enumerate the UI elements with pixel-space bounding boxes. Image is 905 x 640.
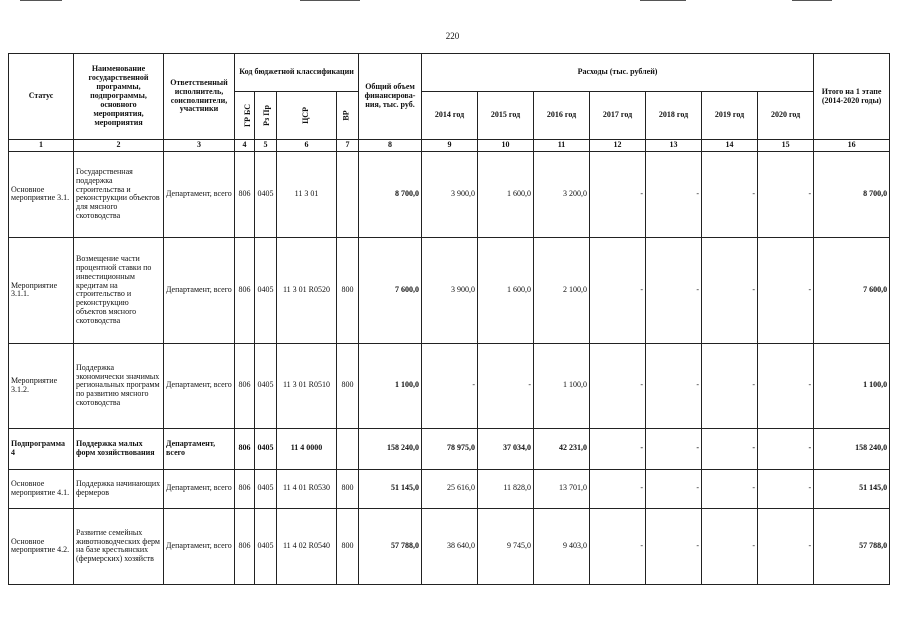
row-2017: - [590, 428, 646, 469]
header-year: 2019 год [702, 92, 758, 140]
row-responsible: Департамент, всего [164, 469, 235, 508]
header-year: 2020 год [758, 92, 814, 140]
row-responsible: Департамент, всего [164, 237, 235, 343]
scan-edge-mark [300, 0, 360, 1]
row-2016: 42 231,0 [534, 428, 590, 469]
row-total: 158 240,0 [359, 428, 422, 469]
row-2017: - [590, 343, 646, 428]
row-total: 57 788,0 [359, 508, 422, 584]
row-responsible: Департамент, всего [164, 508, 235, 584]
header-year: 2016 год [534, 92, 590, 140]
column-number: 2 [74, 140, 164, 152]
header-year: 2017 год [590, 92, 646, 140]
row-2019: - [702, 237, 758, 343]
table-row [9, 508, 890, 584]
row-2016: 9 403,0 [534, 508, 590, 584]
row-rzpr: 0405 [255, 343, 277, 428]
row-2015: 11 828,0 [478, 469, 534, 508]
row-vr [337, 428, 359, 469]
column-number: 9 [422, 140, 478, 152]
row-2016: 13 701,0 [534, 469, 590, 508]
row-2020: - [758, 508, 814, 584]
row-2019: - [702, 428, 758, 469]
row-2020: - [758, 428, 814, 469]
row-2019: - [702, 343, 758, 428]
row-total: 1 100,0 [359, 343, 422, 428]
row-2018: - [646, 428, 702, 469]
row-grbs: 806 [235, 428, 255, 469]
header-stage-total: Итого на 1 этапе (2014-2020 годы) [814, 54, 890, 140]
header-budget-code: Код бюджетной классификации [235, 54, 359, 92]
row-2014: 3 900,0 [422, 151, 478, 237]
row-2014: - [422, 343, 478, 428]
header-responsible: Ответственный исполнитель, соисполнители, участники [164, 54, 235, 140]
row-grbs: 806 [235, 508, 255, 584]
row-vr: 800 [337, 343, 359, 428]
header-status: Статус [9, 54, 74, 140]
row-name: Возмещение части процентной ставки по инвестиционным кредитам на строительство и реконструкцию объектов мясного скотоводства [74, 237, 164, 343]
row-2015: 37 034,0 [478, 428, 534, 469]
row-2020: - [758, 237, 814, 343]
row-total: 7 600,0 [359, 237, 422, 343]
table-row [9, 343, 890, 428]
row-responsible: Департамент, всего [164, 428, 235, 469]
row-2020: - [758, 151, 814, 237]
column-number: 10 [478, 140, 534, 152]
row-vr [337, 151, 359, 237]
column-number: 12 [590, 140, 646, 152]
row-responsible: Департамент, всего [164, 151, 235, 237]
scan-edge-mark [20, 0, 62, 1]
row-2018: - [646, 508, 702, 584]
column-number: 5 [255, 140, 277, 152]
table-row [9, 237, 890, 343]
column-number: 13 [646, 140, 702, 152]
row-stage-total: 158 240,0 [814, 428, 890, 469]
row-rzpr: 0405 [255, 428, 277, 469]
row-csr: 11 4 02 R0540 [277, 508, 337, 584]
column-number: 11 [534, 140, 590, 152]
scan-edge-mark [640, 0, 686, 1]
column-number: 8 [359, 140, 422, 152]
column-number: 1 [9, 140, 74, 152]
row-name: Развитие семейных животноводческих ферм на базе крестьянских (фермерских) хозяйств [74, 508, 164, 584]
column-number: 14 [702, 140, 758, 152]
row-name: Поддержка экономически значимых региональных программ по развитию мясного скотоводства [74, 343, 164, 428]
row-stage-total: 51 145,0 [814, 469, 890, 508]
row-2017: - [590, 151, 646, 237]
row-2015: 9 745,0 [478, 508, 534, 584]
row-2019: - [702, 151, 758, 237]
row-responsible: Департамент, всего [164, 343, 235, 428]
row-vr: 800 [337, 237, 359, 343]
row-vr: 800 [337, 469, 359, 508]
header-expenses: Расходы (тыс. рублей) [422, 54, 814, 92]
row-2015: 1 600,0 [478, 237, 534, 343]
row-stage-total: 1 100,0 [814, 343, 890, 428]
table-row [9, 469, 890, 508]
row-2017: - [590, 469, 646, 508]
header-year: 2015 год [478, 92, 534, 140]
header-vr: ВР [337, 92, 359, 140]
row-2016: 2 100,0 [534, 237, 590, 343]
row-2015: - [478, 343, 534, 428]
table-row [9, 151, 890, 237]
row-2014: 3 900,0 [422, 237, 478, 343]
row-status: Основное мероприятие 4.2. [9, 508, 74, 584]
row-2014: 38 640,0 [422, 508, 478, 584]
row-status: Основное мероприятие 3.1. [9, 151, 74, 237]
row-csr: 11 4 0000 [277, 428, 337, 469]
row-2017: - [590, 237, 646, 343]
row-2016: 1 100,0 [534, 343, 590, 428]
column-number: 15 [758, 140, 814, 152]
header-year: 2018 год [646, 92, 702, 140]
row-stage-total: 8 700,0 [814, 151, 890, 237]
row-2018: - [646, 343, 702, 428]
row-rzpr: 0405 [255, 237, 277, 343]
row-2019: - [702, 469, 758, 508]
row-2018: - [646, 469, 702, 508]
row-2016: 3 200,0 [534, 151, 590, 237]
row-grbs: 806 [235, 237, 255, 343]
row-2014: 78 975,0 [422, 428, 478, 469]
row-name: Поддержка малых форм хозяйствования [74, 428, 164, 469]
row-name: Поддержка начинающих фермеров [74, 469, 164, 508]
column-number: 4 [235, 140, 255, 152]
row-rzpr: 0405 [255, 151, 277, 237]
row-2020: - [758, 343, 814, 428]
row-2015: 1 600,0 [478, 151, 534, 237]
row-2017: - [590, 508, 646, 584]
row-csr: 11 4 01 R0530 [277, 469, 337, 508]
column-number: 6 [277, 140, 337, 152]
column-number: 3 [164, 140, 235, 152]
row-rzpr: 0405 [255, 469, 277, 508]
row-status: Основное мероприятие 4.1. [9, 469, 74, 508]
row-grbs: 806 [235, 343, 255, 428]
row-grbs: 806 [235, 151, 255, 237]
budget-table [8, 53, 890, 585]
row-2020: - [758, 469, 814, 508]
row-total: 8 700,0 [359, 151, 422, 237]
row-status: Подпрограмма 4 [9, 428, 74, 469]
row-csr: 11 3 01 [277, 151, 337, 237]
scan-edge-mark [792, 0, 832, 1]
row-csr: 11 3 01 R0520 [277, 237, 337, 343]
column-number: 16 [814, 140, 890, 152]
column-number-row [9, 140, 890, 152]
row-2018: - [646, 237, 702, 343]
row-grbs: 806 [235, 469, 255, 508]
row-status: Мероприятие 3.1.1. [9, 237, 74, 343]
header-name: Наименование государственной программы, подпрограммы, основного мероприятия, мероприятия [74, 54, 164, 140]
row-status: Мероприятие 3.1.2. [9, 343, 74, 428]
header-grbs: ГР БС [235, 92, 255, 140]
row-rzpr: 0405 [255, 508, 277, 584]
header-rzpr: Рз Пр [255, 92, 277, 140]
row-total: 51 145,0 [359, 469, 422, 508]
page-number: 220 [445, 31, 460, 41]
row-csr: 11 3 01 R0510 [277, 343, 337, 428]
row-stage-total: 7 600,0 [814, 237, 890, 343]
row-2014: 25 616,0 [422, 469, 478, 508]
row-2018: - [646, 151, 702, 237]
row-2019: - [702, 508, 758, 584]
row-stage-total: 57 788,0 [814, 508, 890, 584]
header-total-volume: Общий объем финансирова-ния, тыс. руб. [359, 54, 422, 140]
row-name: Государственная поддержка строительства и реконструкции объектов для мясного скотоводства [74, 151, 164, 237]
row-vr: 800 [337, 508, 359, 584]
header-year: 2014 год [422, 92, 478, 140]
column-number: 7 [337, 140, 359, 152]
header-csr: ЦСР [277, 92, 337, 140]
table-row [9, 428, 890, 469]
